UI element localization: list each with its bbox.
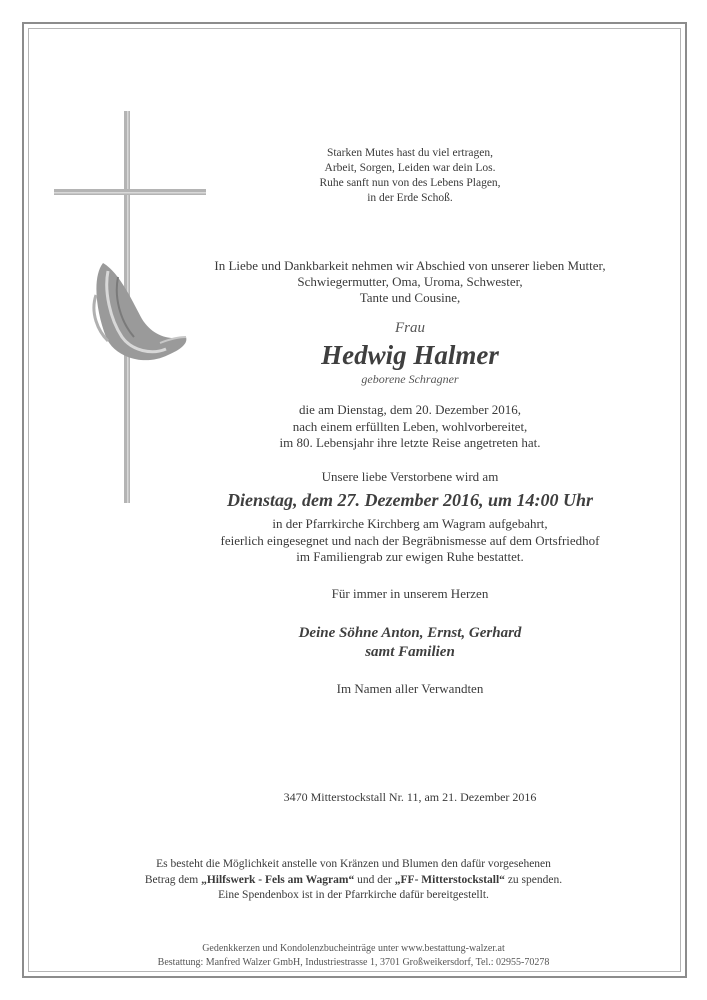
mourners-line: samt Familien xyxy=(365,644,455,660)
intro-line: Tante und Cousine, xyxy=(359,290,461,305)
donation-org-ff: „FF- Mitterstockstall“ xyxy=(394,873,505,886)
footer xyxy=(40,942,667,969)
intro-line: In Liebe und Dankbarkeit nehmen wir Abschied von unserer lieben Mutter, xyxy=(214,258,606,273)
footer-line: Bestattung: Manfred Walzer GmbH, Industriestrasse 1, 3701 Großweikersdorf, Tel.: 02955-70278 xyxy=(157,956,550,968)
poem-line: in der Erde Schoß. xyxy=(367,192,453,204)
ceremony-line: in der Pfarrkirche Kirchberg am Wagram aufgebahrt, xyxy=(272,516,548,531)
donation-text: und der xyxy=(354,873,395,886)
heart-line: Für immer in unserem Herzen xyxy=(331,586,489,601)
donation-org-hilfswerk: „Hilfswerk - Fels am Wagram“ xyxy=(201,873,355,886)
poem-line: Ruhe sanft nun von des Lebens Plagen, xyxy=(319,177,501,189)
donation-line: Eine Spendenbox ist in der Pfarrkirche dafür bereitgestellt. xyxy=(218,889,489,901)
ceremony-line: feierlich eingesegnet und nach der Begräbnismesse auf dem Ortsfriedhof xyxy=(220,532,600,548)
funeral-intro: Unsere liebe Verstorbene wird am xyxy=(321,469,499,484)
donation-line xyxy=(40,873,667,889)
death-info-line: die am Dienstag, dem 20. Dezember 2016, xyxy=(298,402,521,417)
title-prefix: Frau xyxy=(395,320,425,336)
death-info-line: im 80. Lebensjahr ihre letzte Reise angetreten hat. xyxy=(279,435,541,450)
donation-notice xyxy=(40,857,667,904)
death-info-line: nach einem erfüllten Leben, wohlvorbereitet, xyxy=(292,418,528,434)
mourners xyxy=(150,624,670,662)
intro-text xyxy=(150,258,670,306)
footer-line: Gedenkkerzen und Kondolenzbucheinträge unter www.bestattung-walzer.at xyxy=(202,943,505,954)
deceased-name: Hedwig Halmer xyxy=(321,340,499,370)
poem xyxy=(150,146,670,206)
death-info xyxy=(150,402,670,452)
funeral-date: Dienstag, dem 27. Dezember 2016, um 14:00 Uhr xyxy=(227,490,593,510)
intro-line: Schwiegermutter, Oma, Uroma, Schwester, xyxy=(297,274,523,289)
relatives-line: Im Namen aller Verwandten xyxy=(336,681,484,696)
poem-line: Arbeit, Sorgen, Leiden war dein Los. xyxy=(324,162,496,174)
mourners-line: Deine Söhne Anton, Ernst, Gerhard xyxy=(298,625,522,641)
donation-line: Es besteht die Möglichkeit anstelle von Kränzen und Blumen den dafür vorgesehenen xyxy=(156,858,551,870)
maiden-name: geborene Schragner xyxy=(361,372,459,386)
place-date: 3470 Mitterstockstall Nr. 11, am 21. Dezember 2016 xyxy=(283,790,537,804)
ceremony-line: im Familiengrab zur ewigen Ruhe bestattet. xyxy=(296,549,524,564)
poem-line: Starken Mutes hast du viel ertragen, xyxy=(326,147,494,159)
ceremony-info xyxy=(150,516,670,566)
donation-text: Betrag dem xyxy=(144,873,202,886)
donation-text: zu spenden. xyxy=(504,873,563,886)
